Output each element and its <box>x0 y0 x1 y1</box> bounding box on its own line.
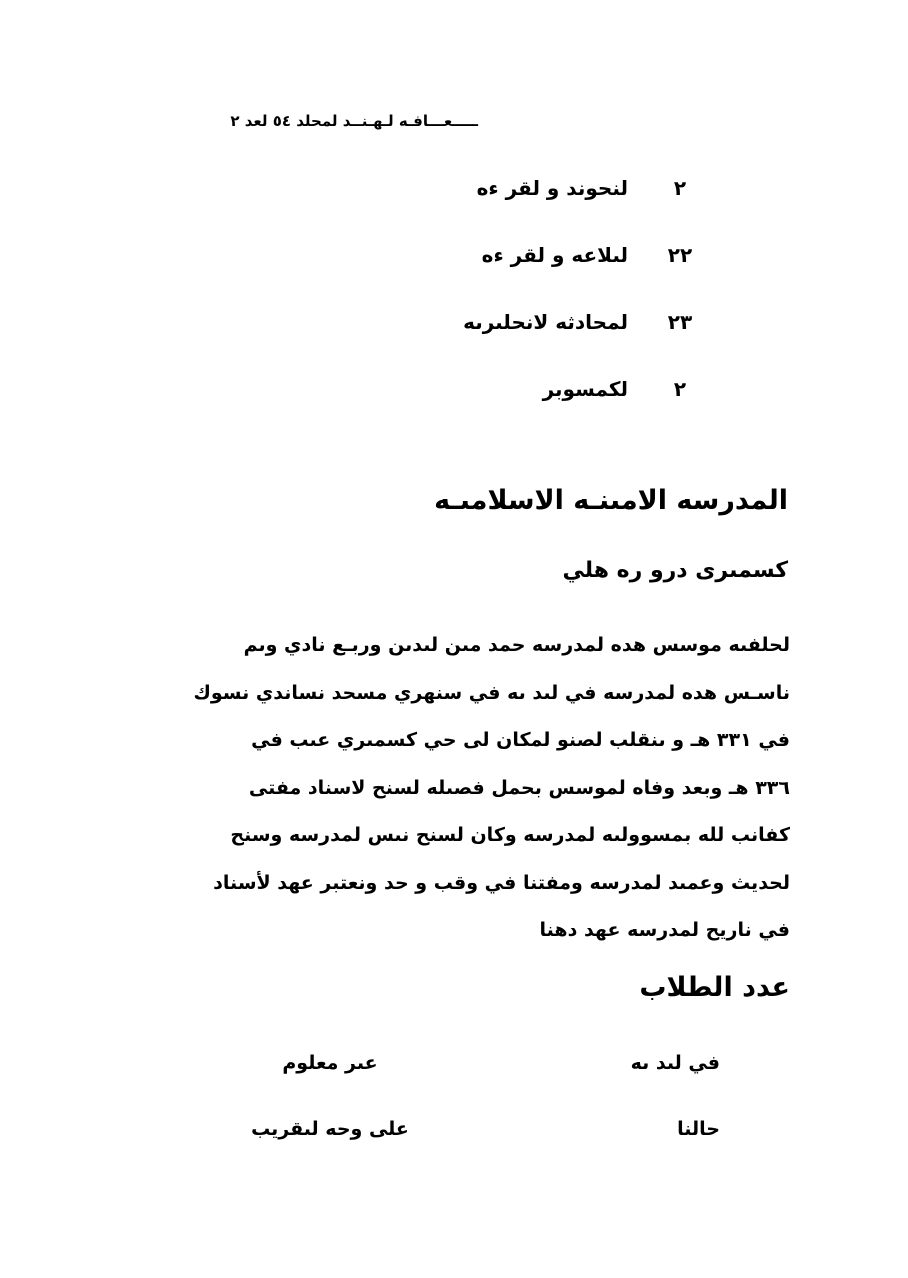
contents-item-number: ٢٢ <box>667 243 693 267</box>
contents-item-title: لىلاعه و لقر ءه <box>481 243 628 267</box>
paragraph-line: لحلفىه موسس هده لمدرسه حمد مىن لىدىن وربـع نادي وىم <box>243 634 790 656</box>
body-paragraph <box>118 622 790 955</box>
contents-item <box>420 170 720 237</box>
students-heading: عدد الطلاب <box>639 972 790 1003</box>
paragraph-line: كفانب لله بمسوولىه لمدرسه وكان لسنح نىس لمدرسه وسنح <box>230 824 790 846</box>
section-heading: المدرسه الامىنـه الاسلامىـه <box>434 485 788 516</box>
table-row <box>200 1114 740 1180</box>
contents-item-title: لكمسوبر <box>542 377 628 401</box>
running-header: ـــــعـــافـه لـهـنــد لمحلد ٥٤ لعد ٢ <box>230 112 478 130</box>
table-cell-value: عىر معلوم <box>282 1052 378 1074</box>
contents-list <box>420 170 720 438</box>
contents-item-number: ٢٣ <box>667 310 693 334</box>
students-table <box>200 1048 740 1180</box>
table-row <box>200 1048 740 1114</box>
paragraph-line: ٣٣٦ هـ وبعد وفاه لموسس بحمل فصىله لسنح لاسناد مفتى <box>248 776 790 799</box>
paragraph-line: لحديث وعمىد لمدرسه ومفتنا في وقب و حد ونعتبر عهد لأسناد <box>213 871 790 894</box>
paragraph-line: في ٣٣١ هـ و ىنقلب لصنو لمكان لى حي كسمىري عىب في <box>251 729 790 751</box>
contents-item-number: ٢ <box>673 377 687 401</box>
paragraph-line: في ناريح لمدرسه عهد دهنا <box>539 919 790 941</box>
contents-item <box>420 304 720 371</box>
table-cell-label: حالنا <box>677 1118 720 1140</box>
contents-item-title: لمحادثه لانحلىرىه <box>463 310 628 334</box>
contents-item <box>420 237 720 304</box>
contents-item-number: ٢ <box>673 176 687 200</box>
paragraph-line: ناسـس هده لمدرسه في لىد ىه في سنهري مسحد نساندي نسوك <box>193 681 790 704</box>
contents-item <box>420 371 720 438</box>
section-subheading: كسمىرى درو ره هلي <box>562 558 788 583</box>
table-cell-label: في لىد ىه <box>630 1052 720 1074</box>
table-cell-value: على وحه لىقريب <box>251 1118 409 1140</box>
contents-item-title: لنحوند و لقر ءه <box>476 176 628 200</box>
